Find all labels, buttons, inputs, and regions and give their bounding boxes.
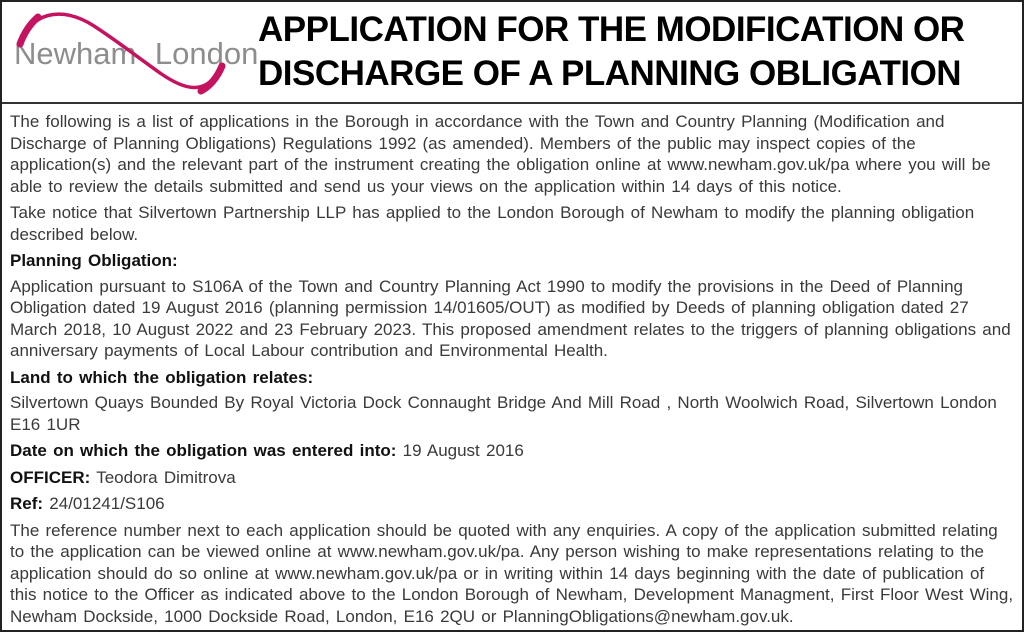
ref-label: Ref:	[10, 494, 44, 513]
planning-obligation-paragraph: Application pursuant to S106A of the Town and Country Planning Act 1990 to modify the provisions in the Deed of Planning Obligation dated 19 August 2016 (planning permission 14/01605/OUT) as modified by Deeds of planning obligation dated 27 March 2018, 10 August 2022 and 23 February 2023. This proposed amendment relates to the triggers of planning obligations and anniversary payments of Local Labour contribution and Environmental Health.	[10, 276, 1011, 360]
take-notice-paragraph: Take notice that Silvertown Partnership LLP has applied to the London Borough of Newham to modify the planning obligation described below.	[10, 203, 975, 244]
land-paragraph: Silvertown Quays Bounded By Royal Victoria Dock Connaught Bridge And Mill Road , North Woolwich Road, Silvertown London E16 1UR	[10, 393, 997, 434]
notice-header	[2, 2, 1022, 104]
officer-row	[10, 467, 1014, 489]
date-entered-label: Date on which the obligation was entered into:	[10, 441, 397, 460]
logo-wordmark: Newham London	[14, 36, 259, 71]
newham-london-logo	[8, 4, 259, 100]
date-entered-row	[10, 440, 1014, 462]
officer-label: OFFICER:	[10, 467, 91, 487]
ref-row	[10, 493, 1014, 515]
planning-obligation-heading: Planning Obligation:	[10, 251, 178, 270]
notice-title	[246, 8, 1022, 96]
date-entered-value: 19 August 2016	[402, 441, 524, 460]
notice-title-line1: APPLICATION FOR THE MODIFICATION OR	[258, 10, 965, 49]
notice-body	[2, 104, 1022, 636]
footer-paragraph: The reference number next to each application should be quoted with any enquiries. A copy of the application submitted relating to the application can be viewed online at www.newham.gov.uk/pa. Any person wishing to make representations relating to the application should do so online at www.newham.gov.uk/pa or in writing within 14 days beginning with the date of publication of this notice to the Officer as indicated above to the London Borough of Newham, Development Managment, First Floor West Wing, Newham Dockside, 1000 Dockside Road, London, E16 2QU or PlanningObligations@newham.gov.uk.	[10, 520, 1014, 626]
officer-value: Teodora Dimitrova	[96, 467, 236, 487]
ref-value: 24/01241/S106	[49, 494, 165, 513]
intro-paragraph: The following is a list of applications in the Borough in accordance with the Town and Country Planning (Modification and Discharge of Planning Obligations) Regulations 1992 (as amended). Members of the public may inspect copies of the application(s) and the relevant part of the instrument creating the obligation online at www.newham.gov.uk/pa where you will be able to review the details submitted and send us your views on the application within 14 days of this notice.	[10, 112, 991, 196]
land-heading: Land to which the obligation relates:	[10, 367, 314, 387]
notice-title-line2: DISCHARGE OF A PLANNING OBLIGATION	[258, 54, 962, 93]
